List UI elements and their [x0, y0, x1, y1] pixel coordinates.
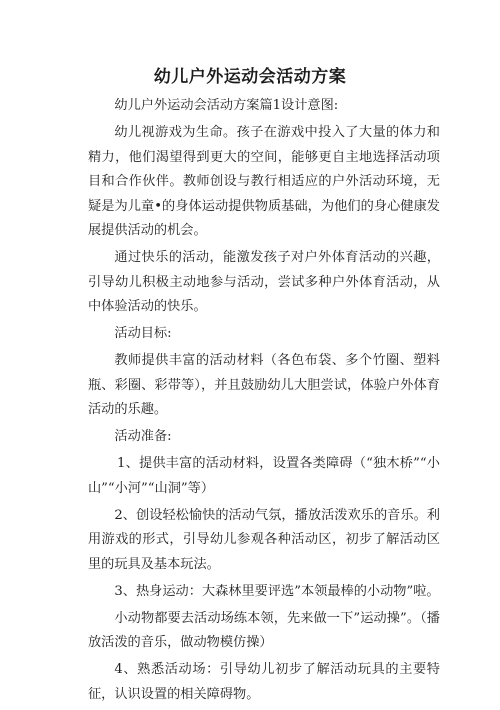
- list-item: 2、创设轻松愉快的活动气氛，播放活泼欢乐的音乐。利用游戏的形式，引导幼儿参观各种活动区，初步了解活动区里的玩具及基本玩法。: [88, 507, 440, 572]
- list-item: 4、熟悉活动场：引导幼儿初步了解活动玩具的主要特征，认识设置的相关障碍物。: [88, 662, 440, 702]
- list-item: 3、热身运动：大森林里要评选”本领最棒的小动物”啦。: [114, 583, 440, 599]
- paragraph: 通过快乐的活动，能激发孩子对户外体育活动的兴趣，引导幼儿积极主动地参与活动，尝试多种户外体育活动，从中体验活动的快乐。: [88, 250, 440, 314]
- document-title: 幼儿户外运动会活动方案: [153, 67, 347, 87]
- list-item: 1、提供丰富的活动材料，设置各类障碍（“独木桥”“小山”“小河”“山洞”等）: [88, 456, 440, 496]
- document-body: [88, 94, 440, 710]
- paragraph: 小动物都要去活动场练本领，先来做一下”运动操”。（播放活泼的音乐，做动物模仿操）: [88, 610, 440, 650]
- paragraph: 教师提供丰富的活动材料（各色布袋、多个竹圈、塑料瓶、彩圈、彩带等），并且鼓励幼儿大胆尝试，体验户外体育活动的乐趣。: [88, 353, 440, 417]
- paragraph: 幼儿视游戏为生命。孩子在游戏中投入了大量的体力和精力，他们渴望得到更大的空间，能够更自主地选择活动项目和合作伙伴。教师创设与教行相适应的户外活动环境，无疑是为儿童•的身体运动提供物质基础，为他们的身心健康发展提供活动的机会。: [88, 125, 440, 238]
- section-heading: 活动准备:: [114, 429, 172, 444]
- paragraph: 幼儿户外运动会活动方案篇1设计意图:: [114, 98, 339, 113]
- section-heading: 活动目标:: [114, 326, 172, 341]
